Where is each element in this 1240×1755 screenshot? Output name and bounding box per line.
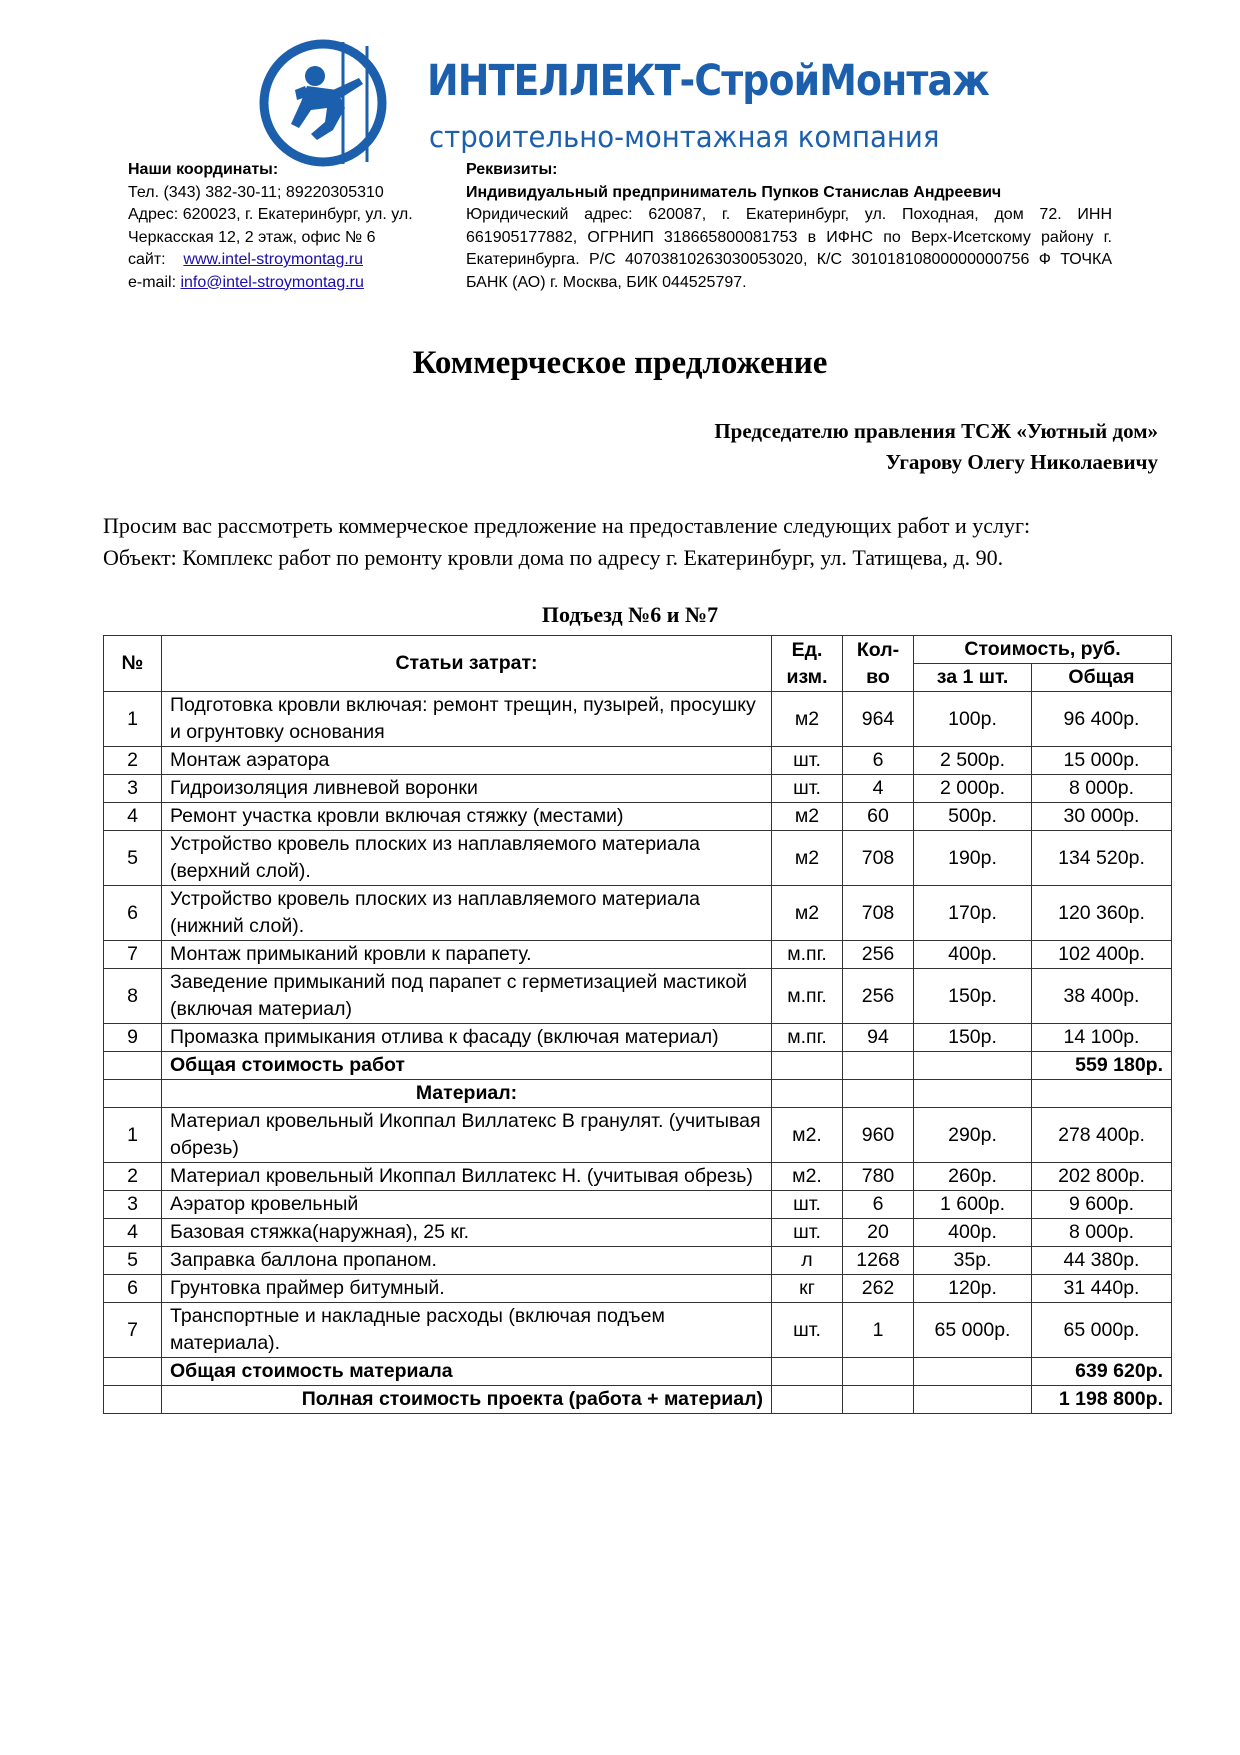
table-row	[104, 1191, 1172, 1219]
row-item: Подготовка кровли включая: ремонт трещин, пузырей, просушку и огрунтовку основания	[162, 692, 772, 747]
row-item: Ремонт участка кровли включая стяжку (местами)	[162, 803, 772, 831]
row-unit: шт.	[772, 1303, 843, 1358]
row-unit: м2	[772, 803, 843, 831]
row-item: Монтаж примыканий кровли к парапету.	[162, 941, 772, 969]
table-row	[104, 886, 1172, 941]
row-price: 150р.	[914, 969, 1032, 1024]
row-total: 44 380р.	[1032, 1247, 1172, 1275]
row-num: 7	[104, 941, 162, 969]
row-item: Грунтовка праймер битумный.	[162, 1275, 772, 1303]
site-link[interactable]: www.intel-stroymontag.ru	[183, 251, 364, 268]
row-num: 9	[104, 1024, 162, 1052]
row-price: 290р.	[914, 1108, 1032, 1163]
row-total: 30 000р.	[1032, 803, 1172, 831]
table-header	[104, 636, 1172, 692]
table-row	[104, 747, 1172, 775]
row-price: 1 600р.	[914, 1191, 1032, 1219]
grand-total-label: Полная стоимость проекта (работа + материал)	[162, 1386, 772, 1414]
row-qty: 262	[843, 1275, 914, 1303]
row-num: 4	[104, 803, 162, 831]
header-unit: Ед. изм.	[772, 636, 843, 692]
material-total-value: 639 620р.	[1032, 1358, 1172, 1386]
row-item: Заправка баллона пропаном.	[162, 1247, 772, 1275]
row-num: 5	[104, 831, 162, 886]
row-num: 7	[104, 1303, 162, 1358]
table-row	[104, 775, 1172, 803]
row-qty: 6	[843, 1191, 914, 1219]
row-num: 3	[104, 1191, 162, 1219]
row-total: 9 600р.	[1032, 1191, 1172, 1219]
row-unit: кг	[772, 1275, 843, 1303]
row-qty: 256	[843, 969, 914, 1024]
row-total: 120 360р.	[1032, 886, 1172, 941]
row-item: Устройство кровель плоских из наплавляемого материала (нижний слой).	[162, 886, 772, 941]
table-row	[104, 803, 1172, 831]
row-item: Базовая стяжка(наружная), 25 кг.	[162, 1219, 772, 1247]
table-row	[104, 1247, 1172, 1275]
material-summary	[104, 1358, 1172, 1414]
row-price: 65 000р.	[914, 1303, 1032, 1358]
materials-heading-row	[104, 1080, 1172, 1108]
work-total-value: 559 180р.	[1032, 1052, 1172, 1080]
row-price: 35р.	[914, 1247, 1032, 1275]
intro-text	[103, 510, 1030, 574]
row-unit: м.пг.	[772, 941, 843, 969]
addressee	[714, 416, 1158, 478]
table-row	[104, 692, 1172, 747]
row-total: 14 100р.	[1032, 1024, 1172, 1052]
row-price: 120р.	[914, 1275, 1032, 1303]
material-rows	[104, 1108, 1172, 1358]
row-num: 3	[104, 775, 162, 803]
contacts-site-row	[128, 249, 438, 272]
row-item: Материал кровельный Икоппал Виллатекс В гранулят. (учитывая обрезь)	[162, 1108, 772, 1163]
row-unit: м.пг.	[772, 969, 843, 1024]
row-total: 102 400р.	[1032, 941, 1172, 969]
row-price: 190р.	[914, 831, 1032, 886]
row-item: Монтаж аэратора	[162, 747, 772, 775]
row-unit: м2	[772, 692, 843, 747]
row-num: 1	[104, 1108, 162, 1163]
row-qty: 964	[843, 692, 914, 747]
page-title: Коммерческое предложение	[412, 345, 828, 381]
row-price: 2 500р.	[914, 747, 1032, 775]
row-unit: шт.	[772, 1219, 843, 1247]
work-summary	[104, 1052, 1172, 1108]
brand-tagline: строительно-монтажная компания	[429, 120, 940, 154]
row-price: 400р.	[914, 1219, 1032, 1247]
row-num: 8	[104, 969, 162, 1024]
row-num: 2	[104, 747, 162, 775]
table-row	[104, 831, 1172, 886]
row-total: 8 000р.	[1032, 1219, 1172, 1247]
row-qty: 708	[843, 831, 914, 886]
table-row	[104, 1275, 1172, 1303]
header-num: №	[104, 636, 162, 692]
row-price: 400р.	[914, 941, 1032, 969]
table-row	[104, 941, 1172, 969]
row-total: 96 400р.	[1032, 692, 1172, 747]
section-title: Подъезд №6 и №7	[541, 602, 719, 627]
row-price: 2 000р.	[914, 775, 1032, 803]
table-row	[104, 969, 1172, 1024]
row-total: 8 000р.	[1032, 775, 1172, 803]
row-item: Аэратор кровельный	[162, 1191, 772, 1219]
row-price: 260р.	[914, 1163, 1032, 1191]
row-qty: 60	[843, 803, 914, 831]
row-total: 134 520р.	[1032, 831, 1172, 886]
table-row	[104, 1303, 1172, 1358]
contacts-phone: Тел. (343) 382-30-11; 89220305310	[128, 183, 384, 201]
row-qty: 1268	[843, 1247, 914, 1275]
header-per-unit: за 1 шт.	[914, 664, 1032, 692]
table-row	[104, 1108, 1172, 1163]
row-unit: л	[772, 1247, 843, 1275]
row-item: Транспортные и накладные расходы (включая подъем материала).	[162, 1303, 772, 1358]
row-num: 1	[104, 692, 162, 747]
header-qty: Кол-во	[843, 636, 914, 692]
row-qty: 1	[843, 1303, 914, 1358]
row-unit: м2	[772, 831, 843, 886]
row-num: 4	[104, 1219, 162, 1247]
email-label: e-mail:	[128, 273, 177, 291]
row-total: 31 440р.	[1032, 1275, 1172, 1303]
site-label: сайт:	[128, 251, 166, 268]
work-total-label: Общая стоимость работ	[162, 1052, 772, 1080]
material-total-label: Общая стоимость материала	[162, 1358, 772, 1386]
work-total-row	[104, 1052, 1172, 1080]
table-row	[104, 1024, 1172, 1052]
row-qty: 708	[843, 886, 914, 941]
material-total-row	[104, 1358, 1172, 1386]
row-qty: 20	[843, 1219, 914, 1247]
row-price: 500р.	[914, 803, 1032, 831]
row-qty: 256	[843, 941, 914, 969]
row-price: 170р.	[914, 886, 1032, 941]
row-unit: м2.	[772, 1108, 843, 1163]
row-qty: 960	[843, 1108, 914, 1163]
row-item: Промазка примыкания отлива к фасаду (включая материал)	[162, 1024, 772, 1052]
contacts-email-row	[128, 272, 438, 295]
requisites-heading: Реквизиты:	[466, 161, 558, 178]
row-item: Устройство кровель плоских из наплавляемого материала (верхний слой).	[162, 831, 772, 886]
row-total: 38 400р.	[1032, 969, 1172, 1024]
row-qty: 780	[843, 1163, 914, 1191]
table-row	[104, 1219, 1172, 1247]
table-row	[104, 1163, 1172, 1191]
intro-line1: Просим вас рассмотреть коммерческое предложение на предоставление следующих работ и услуг:	[103, 513, 1031, 538]
contacts-address-line1: Адрес: 620023, г. Екатеринбург, ул. ул.	[128, 206, 413, 223]
contacts-block	[128, 159, 438, 294]
email-link[interactable]: info@intel-stroymontag.ru	[180, 273, 364, 291]
work-rows	[104, 692, 1172, 1052]
row-unit: шт.	[772, 1191, 843, 1219]
addressee-line2: Угарову Олегу Николаевичу	[885, 450, 1158, 474]
grand-total-value: 1 198 800р.	[1032, 1386, 1172, 1414]
requisites-block	[466, 159, 1112, 294]
row-unit: шт.	[772, 747, 843, 775]
intro-line2: Объект: Комплекс работ по ремонту кровли дома по адресу г. Екатеринбург, ул. Татищева, д. 90.	[103, 545, 1004, 570]
row-qty: 94	[843, 1024, 914, 1052]
addressee-line1: Председателю правления ТСЖ «Уютный дом»	[714, 419, 1158, 443]
brand-name: ИНТЕЛЛЕКТ-СтройМонтаж	[427, 56, 989, 106]
row-total: 15 000р.	[1032, 747, 1172, 775]
row-num: 2	[104, 1163, 162, 1191]
header-item: Статьи затрат:	[162, 636, 772, 692]
cost-table	[103, 635, 1172, 1414]
materials-heading: Материал:	[162, 1080, 772, 1108]
entrepreneur-name: Индивидуальный предприниматель Пупков Станислав Андреевич	[466, 183, 1002, 201]
row-num: 6	[104, 886, 162, 941]
row-item: Заведение примыканий под парапет с герметизацией мастикой (включая материал)	[162, 969, 772, 1024]
row-num: 5	[104, 1247, 162, 1275]
row-item: Материал кровельный Икоппал Виллатекс Н. (учитывая обрезь)	[162, 1163, 772, 1191]
contacts-address-line2: Черкасская 12, 2 этаж, офис № 6	[128, 228, 376, 246]
row-price: 100р.	[914, 692, 1032, 747]
row-total: 202 800р.	[1032, 1163, 1172, 1191]
row-item: Гидроизоляция ливневой воронки	[162, 775, 772, 803]
row-unit: м2	[772, 886, 843, 941]
row-unit: шт.	[772, 775, 843, 803]
row-total: 65 000р.	[1032, 1303, 1172, 1358]
header-total: Общая	[1032, 664, 1172, 692]
contacts-heading: Наши координаты:	[128, 161, 279, 178]
row-price: 150р.	[914, 1024, 1032, 1052]
row-total: 278 400р.	[1032, 1108, 1172, 1163]
company-logo	[255, 38, 1005, 168]
header-cost: Стоимость, руб.	[914, 636, 1172, 664]
row-qty: 4	[843, 775, 914, 803]
climber-logo-icon	[255, 38, 415, 168]
row-num: 6	[104, 1275, 162, 1303]
row-unit: м2.	[772, 1163, 843, 1191]
grand-total-row	[104, 1386, 1172, 1414]
requisites-details: Юридический адрес: 620087, г. Екатеринбург, ул. Походная, дом 72. ИНН 661905177882, ОГРНИП 318665800081753 в ИФНС по Верх-Исетскому району г. Екатеринбурга. Р/С 40703810263030053020, К/С 30101810800000000756 Ф ТОЧКА БАНК (АО) г. Москва, БИК 044525797.	[466, 206, 1112, 291]
row-unit: м.пг.	[772, 1024, 843, 1052]
row-qty: 6	[843, 747, 914, 775]
